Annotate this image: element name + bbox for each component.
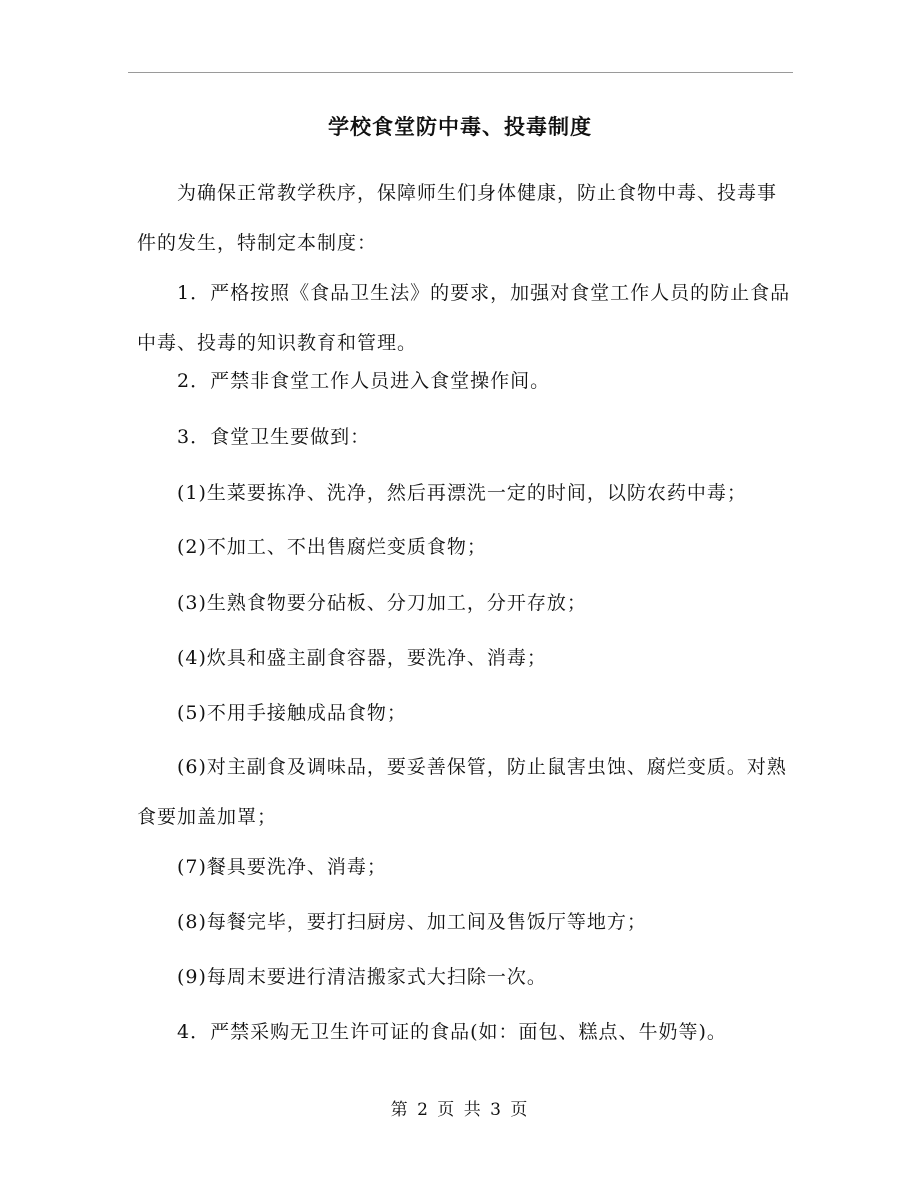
paragraph-sub-6: (6)对主副食及调味品，要妥善保管，防止鼠害虫蚀、腐烂变质。对熟食要加盖加罩； (137, 756, 787, 828)
page-footer: 第 2 页 共 3 页 (390, 1100, 530, 1120)
paragraph-sub-5: (5)不用手接触成品食物； (137, 702, 407, 724)
paragraph-item-3: 3．食堂卫生要做到： (137, 426, 371, 448)
paragraph-intro: 为确保正常教学秩序，保障师生们身体健康，防止食物中毒、投毒事件的发生，特制定本制度： (137, 182, 778, 254)
paragraph-sub-1: (1)生菜要拣净、洗净，然后再漂洗一定的时间，以防农药中毒； (137, 482, 747, 504)
paragraph-sub-8: (8)每餐完毕，要打扫厨房、加工间及售饭厅等地方； (137, 911, 647, 933)
paragraph-item-4: 4．严禁采购无卫生许可证的食品(如：面包、糕点、牛奶等)。 (137, 1021, 727, 1043)
paragraph-sub-7: (7)餐具要洗净、消毒； (137, 856, 387, 878)
paragraph-sub-3: (3)生熟食物要分砧板、分刀加工，分开存放； (137, 592, 587, 614)
paragraph-sub-9: (9)每周末要进行清洁搬家式大扫除一次。 (137, 966, 547, 988)
paragraph-sub-4: (4)炊具和盛主副食容器，要洗净、消毒； (137, 647, 547, 669)
paragraph-item-1: 1．严格按照《食品卫生法》的要求，加强对食堂工作人员的防止食品中毒、投毒的知识教育和管理。 (137, 282, 791, 354)
paragraph-sub-2: (2)不加工、不出售腐烂变质食物； (137, 536, 487, 558)
document-title: 学校食堂防中毒、投毒制度 (328, 115, 592, 139)
paragraph-item-2: 2．严禁非食堂工作人员进入食堂操作间。 (137, 370, 551, 392)
header-rule (128, 72, 793, 73)
